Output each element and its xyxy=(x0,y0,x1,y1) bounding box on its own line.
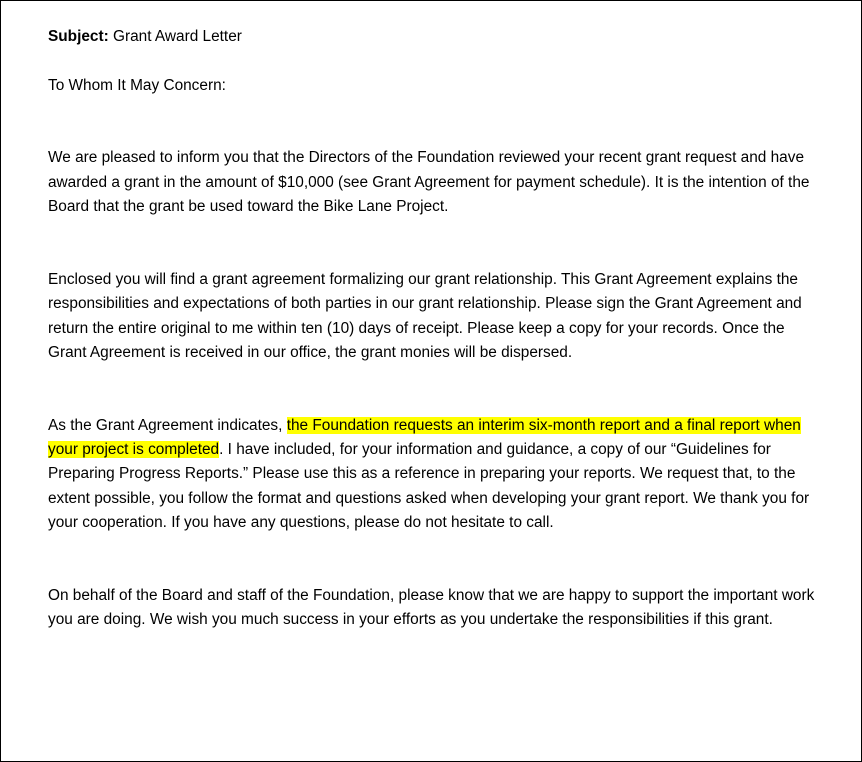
spacer xyxy=(48,219,818,268)
paragraph-reports-intro: As the Grant Agreement indicates, xyxy=(48,416,287,434)
subject-value: Grant Award Letter xyxy=(108,28,242,45)
paragraph-agreement: Enclosed you will find a grant agreement formalizing our grant relationship. This Grant Agreement explains the responsibilities and expectations of both parties in our grant relationship. Please sign the Grant Agreement and return the entire original to me within ten (10) days of receipt. Please keep a copy for your records. Once the Grant Agreement is received in our office, the grant monies will be dispersed. xyxy=(48,270,802,361)
subject-label: Subject: xyxy=(48,28,109,45)
spacer xyxy=(48,98,818,147)
spacer xyxy=(48,535,818,584)
highlighted-text: the Foundation requests an interim six-month report and a final report when your project is completed xyxy=(48,416,801,459)
salutation: To Whom It May Concern: xyxy=(48,76,226,94)
letter-body xyxy=(48,25,818,632)
paragraph-award: We are pleased to inform you that the Directors of the Foundation reviewed your recent grant request and have awarded a grant in the amount of $10,000 (see Grant Agreement for payment schedule). It is the intention of the Board that the grant be used toward the Bike Lane Project. xyxy=(48,149,810,216)
paragraph-closing: On behalf of the Board and staff of the Foundation, please know that we are happy to support the important work you are doing. We wish you much success in your efforts as you undertake the responsibilities if this grant. xyxy=(48,586,815,629)
paragraph-reports-rest: . I have included, for your information and guidance, a copy of our “Guidelines for Preparing Progress Reports.” Please use this as a reference in preparing your reports. We request that, to the extent possible, you follow the format and questions asked when developing your grant report. We thank you for your cooperation. If you have any questions, please do not hesitate to call. xyxy=(48,441,810,531)
spacer xyxy=(48,365,818,414)
paragraph-reports xyxy=(48,414,818,535)
subject-line xyxy=(48,25,818,49)
